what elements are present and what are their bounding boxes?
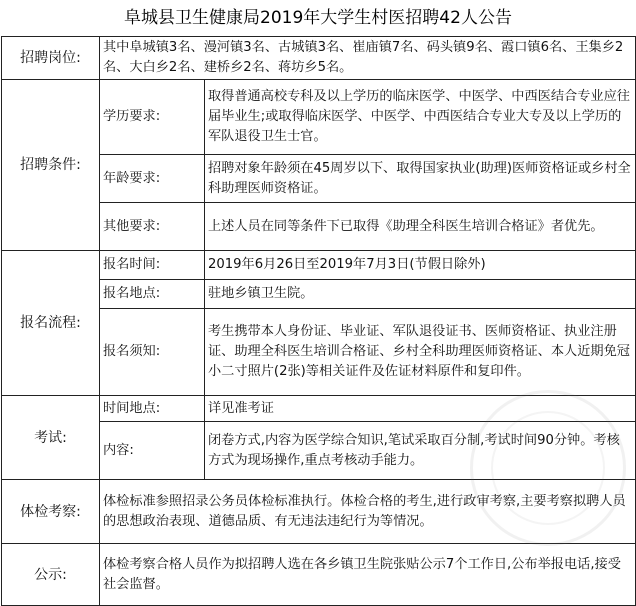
- row-reg-time: [2, 251, 636, 280]
- notice-table: [1, 36, 636, 606]
- positions-value: 其中阜城镇3名、漫河镇3名、古城镇3名、崔庙镇7名、码头镇9名、霞口镇6名、王集乡2名、大白乡2名、建桥乡2名、蒋坊乡5名。: [100, 37, 636, 80]
- medical-value: 体检标准参照招录公务员体检标准执行。体检合格的考生,进行政审考察,主要考察拟聘人员的思想政治表现、道德品质、有无违法违纪行为等情况。: [100, 480, 636, 544]
- reg-time-value: 2019年6月26日至2019年7月3日(节假日除外): [205, 251, 636, 280]
- row-publicity: [2, 544, 636, 606]
- reg-notice-label: 报名须知:: [100, 309, 205, 396]
- page-title: 阜城县卫生健康局2019年大学生村医招聘42人公告: [124, 8, 512, 28]
- reg-place-value: 驻地乡镇卫生院。: [205, 280, 636, 309]
- other-label: 其他要求:: [100, 203, 205, 251]
- row-positions: [2, 37, 636, 80]
- reg-notice-value: 考生携带本人身份证、毕业证、军队退役证书、医师资格证、执业注册证、助理全科医生培训合格证、乡村全科助理医师资格证、本人近期免冠小二寸照片(2张)等相关证件及佐证材料原件和复印件。: [205, 309, 636, 396]
- positions-label: 招聘岗位:: [2, 37, 100, 80]
- registration-label: 报名流程:: [2, 251, 100, 396]
- exam-label: 考试:: [2, 396, 100, 480]
- publicity-label: 公示:: [2, 544, 100, 606]
- exam-time-label: 时间地点:: [100, 396, 205, 422]
- age-value: 招聘对象年龄须在45周岁以下、取得国家执业(助理)医师资格证或乡村全科助理医师资格证。: [205, 155, 636, 203]
- exam-content-label: 内容:: [100, 422, 205, 480]
- reg-time-label: 报名时间:: [100, 251, 205, 280]
- other-value: 上述人员在同等条件下已取得《助理全科医生培训合格证》者优先。: [205, 203, 636, 251]
- publicity-value: 体检考察合格人员作为拟招聘人选在各乡镇卫生院张贴公示7个工作日,公布举报电话,接受社会监督。: [100, 544, 636, 606]
- exam-time-value: 详见准考证: [205, 396, 636, 422]
- medical-label: 体检考察:: [2, 480, 100, 544]
- education-value: 取得普通高校专科及以上学历的临床医学、中医学、中西医结合专业应往届毕业生;或取得临床医学、中医学、中西医结合专业大专及以上学历的军队退役卫生士官。: [205, 80, 636, 155]
- exam-content-value: 闭卷方式,内容为医学综合知识,笔试采取百分制,考试时间90分钟。考核方式为现场操作,重点考核动手能力。: [205, 422, 636, 480]
- row-education: [2, 80, 636, 155]
- row-medical: [2, 480, 636, 544]
- age-label: 年龄要求:: [100, 155, 205, 203]
- row-exam-time: [2, 396, 636, 422]
- reg-place-label: 报名地点:: [100, 280, 205, 309]
- education-label: 学历要求:: [100, 80, 205, 155]
- conditions-label: 招聘条件:: [2, 80, 100, 251]
